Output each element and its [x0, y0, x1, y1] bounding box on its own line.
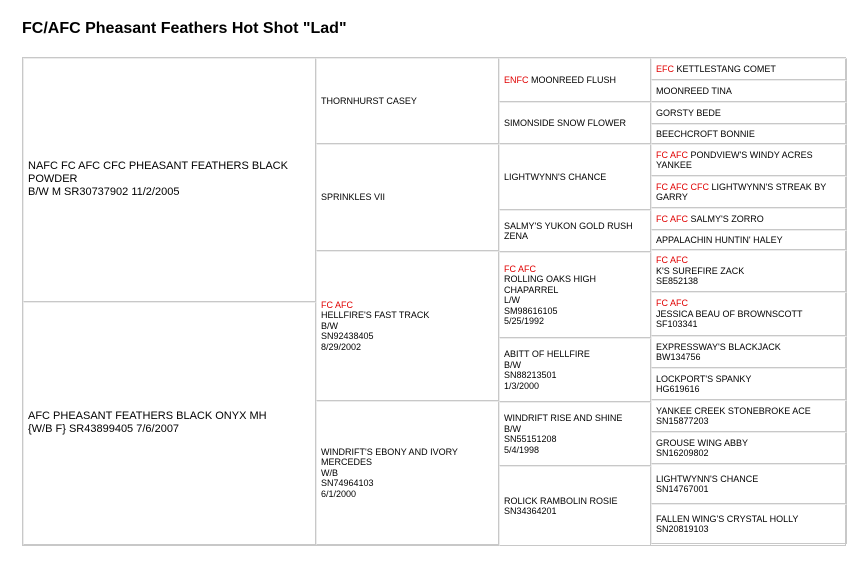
dog-name: LIGHTWYNN'S STREAK BY GARRY	[656, 181, 827, 202]
gen3-cell-3	[499, 144, 651, 210]
dog-details: SN20819103	[656, 524, 709, 534]
sire-cell	[23, 58, 316, 302]
gen4-cell-2	[651, 80, 847, 102]
dog-details: SN92438405	[321, 331, 374, 342]
dog-details: SM98616105	[504, 305, 558, 316]
dog-name: SIMONSIDE SNOW FLOWER	[504, 117, 627, 128]
gen2-cell-3-text	[321, 300, 429, 353]
gen3-cell-2-text	[504, 118, 626, 129]
dog-name: WINDRIFT RISE AND SHINE	[504, 413, 623, 423]
gen3-cell-7-text	[504, 413, 622, 455]
gen2-cell-2	[316, 144, 499, 251]
gen4-cell-4	[651, 124, 847, 144]
gen4-cell-16	[651, 504, 847, 544]
dog-details: B/W M SR30737902 11/2/2005	[28, 186, 180, 199]
gen4-cell-1-text	[656, 64, 776, 75]
gen4-cell-4-text	[656, 129, 755, 140]
dog-name: MOONREED TINA	[656, 85, 732, 96]
dog-name: LIGHTWYNN'S CHANCE	[504, 171, 607, 182]
dog-details: 8/29/2002	[321, 341, 362, 352]
gen4-cell-15	[651, 464, 847, 504]
gen3-cell-6	[499, 338, 651, 402]
gen4-cell-14-text	[656, 438, 748, 459]
gen4-cell-15-text	[656, 474, 758, 495]
dog-details: L/W	[504, 295, 521, 305]
dog-name: THORNHURST CASEY	[321, 95, 417, 106]
gen3-cell-8-text	[504, 496, 618, 517]
gen2-cell-3	[316, 251, 499, 401]
title-prefix: EFC	[656, 63, 674, 74]
dog-name: EXPRESSWAY'S BLACKJACK	[656, 341, 781, 352]
gen4-cell-10-text	[656, 298, 803, 330]
title-prefix: FC AFC	[656, 149, 689, 160]
dog-name: SPRINKLES VII	[321, 192, 386, 203]
gen3-cell-1-text	[504, 75, 616, 86]
dog-details: SN34364201	[504, 506, 557, 516]
gen4-cell-9	[651, 250, 847, 292]
gen4-cell-7-text	[656, 214, 764, 225]
dog-name: GORSTY BEDE	[656, 107, 721, 118]
dog-name: MOONREED FLUSH	[531, 74, 617, 85]
dog-name: HELLFIRE'S FAST TRACK	[321, 310, 430, 321]
dog-details: 5/4/1998	[504, 444, 540, 455]
dog-name: KETTLESTANG COMET	[676, 63, 776, 74]
gen3-cell-1	[499, 58, 651, 102]
dog-name: GROUSE WING ABBY	[656, 437, 749, 448]
dog-name: FALLEN WING'S CRYSTAL HOLLY	[656, 513, 799, 524]
gen2-cell-4-text	[321, 447, 494, 500]
gen3-cell-6-text	[504, 349, 590, 391]
dog-name: APPALACHIN HUNTIN' HALEY	[656, 234, 783, 245]
dog-name: LIGHTWYNN'S CHANCE	[656, 473, 759, 484]
dog-name: PONDVIEW'S WINDY ACRES YANKEE	[656, 149, 813, 170]
gen4-cell-5	[651, 144, 847, 176]
gen3-cell-3-text	[504, 172, 606, 183]
gen2-cell-1	[316, 58, 499, 144]
title-prefix: ENFC	[504, 74, 529, 85]
dog-name: NAFC FC AFC CFC PHEASANT FEATHERS BLACK POWDER	[28, 160, 288, 186]
gen3-cell-4-text	[504, 221, 646, 242]
dog-details: B/W	[504, 423, 521, 434]
gen4-cell-12	[651, 368, 847, 400]
gen2-cell-4	[316, 401, 499, 545]
gen4-cell-10	[651, 292, 847, 336]
gen4-cell-6-text	[656, 182, 842, 203]
gen4-cell-3	[651, 102, 847, 124]
gen4-cell-14	[651, 432, 847, 464]
dog-details: SN88213501	[504, 370, 557, 380]
gen4-cell-2-text	[656, 86, 732, 97]
title-prefix: FC AFC	[504, 263, 537, 274]
title-prefix: FC AFC CFC	[656, 181, 709, 192]
gen4-cell-9-text	[656, 255, 744, 287]
pedigree-table	[22, 57, 846, 546]
dog-details: SF103341	[656, 319, 698, 330]
dog-name: JESSICA BEAU OF BROWNSCOTT	[656, 308, 803, 319]
page-title: FC/AFC Pheasant Feathers Hot Shot "Lad"	[22, 20, 347, 37]
gen4-cell-8-text	[656, 235, 783, 246]
dog-name: ABITT OF HELLFIRE	[504, 349, 590, 359]
dog-name: YANKEE CREEK STONEBROKE ACE	[656, 405, 811, 416]
dog-details: B/W	[504, 359, 521, 370]
dog-name: SALMY'S ZORRO	[690, 213, 764, 224]
gen4-cell-13-text	[656, 406, 811, 427]
dog-details: SN55151208	[504, 434, 557, 444]
gen4-cell-8	[651, 230, 847, 250]
dog-details: W/B	[321, 467, 338, 478]
dog-details: B/W	[321, 320, 338, 331]
gen4-cell-1	[651, 58, 847, 80]
gen4-cell-11	[651, 336, 847, 368]
dog-name: ROLLING OAKS HIGH CHAPARREL	[504, 274, 597, 295]
gen4-cell-6	[651, 176, 847, 208]
gen4-cell-5-text	[656, 150, 842, 171]
dog-name: BEECHCROFT BONNIE	[656, 128, 755, 139]
gen3-cell-4	[499, 210, 651, 252]
dam-cell	[23, 302, 316, 546]
gen4-cell-3-text	[656, 108, 721, 119]
dog-details: 6/1/2000	[321, 488, 357, 499]
gen3-cell-5	[499, 252, 651, 338]
dog-name: AFC PHEASANT FEATHERS BLACK ONYX MH	[28, 410, 267, 423]
title-prefix: FC AFC	[321, 299, 354, 310]
dog-name: LOCKPORT'S SPANKY	[656, 373, 752, 384]
dog-details: {W/B F} SR43899405 7/6/2007	[28, 423, 180, 436]
gen3-cell-2	[499, 102, 651, 144]
gen4-cell-12-text	[656, 374, 751, 395]
dog-name: K'S SUREFIRE ZACK	[656, 265, 745, 276]
dam-cell-text	[28, 410, 267, 436]
dog-details: SN16209802	[656, 448, 709, 458]
dog-details: SE852138	[656, 276, 699, 287]
dog-name: WINDRIFT'S EBONY AND IVORY MERCEDES	[321, 446, 458, 468]
gen4-cell-16-text	[656, 514, 798, 535]
dog-details: HG619616	[656, 384, 700, 394]
dog-name: ROLICK RAMBOLIN ROSIE	[504, 495, 618, 506]
gen2-cell-1-text	[321, 96, 417, 107]
dog-details: SN14767001	[656, 484, 709, 494]
title-prefix: FC AFC	[656, 298, 689, 309]
dog-details: 1/3/2000	[504, 380, 540, 391]
gen4-cell-13	[651, 400, 847, 432]
gen3-cell-8	[499, 466, 651, 546]
gen3-cell-7	[499, 402, 651, 466]
title-prefix: FC AFC	[656, 255, 689, 266]
sire-cell-text	[28, 160, 311, 199]
dog-details: SN74964103	[321, 478, 374, 489]
gen4-cell-11-text	[656, 342, 781, 363]
gen3-cell-5-text	[504, 264, 646, 327]
dog-details: SN15877203	[656, 416, 709, 426]
gen2-cell-2-text	[321, 192, 385, 203]
dog-details: BW134756	[656, 352, 701, 362]
dog-name: SALMY'S YUKON GOLD RUSH ZENA	[504, 220, 633, 241]
gen4-cell-7	[651, 208, 847, 230]
title-prefix: FC AFC	[656, 213, 689, 224]
dog-details: 5/25/1992	[504, 316, 545, 326]
